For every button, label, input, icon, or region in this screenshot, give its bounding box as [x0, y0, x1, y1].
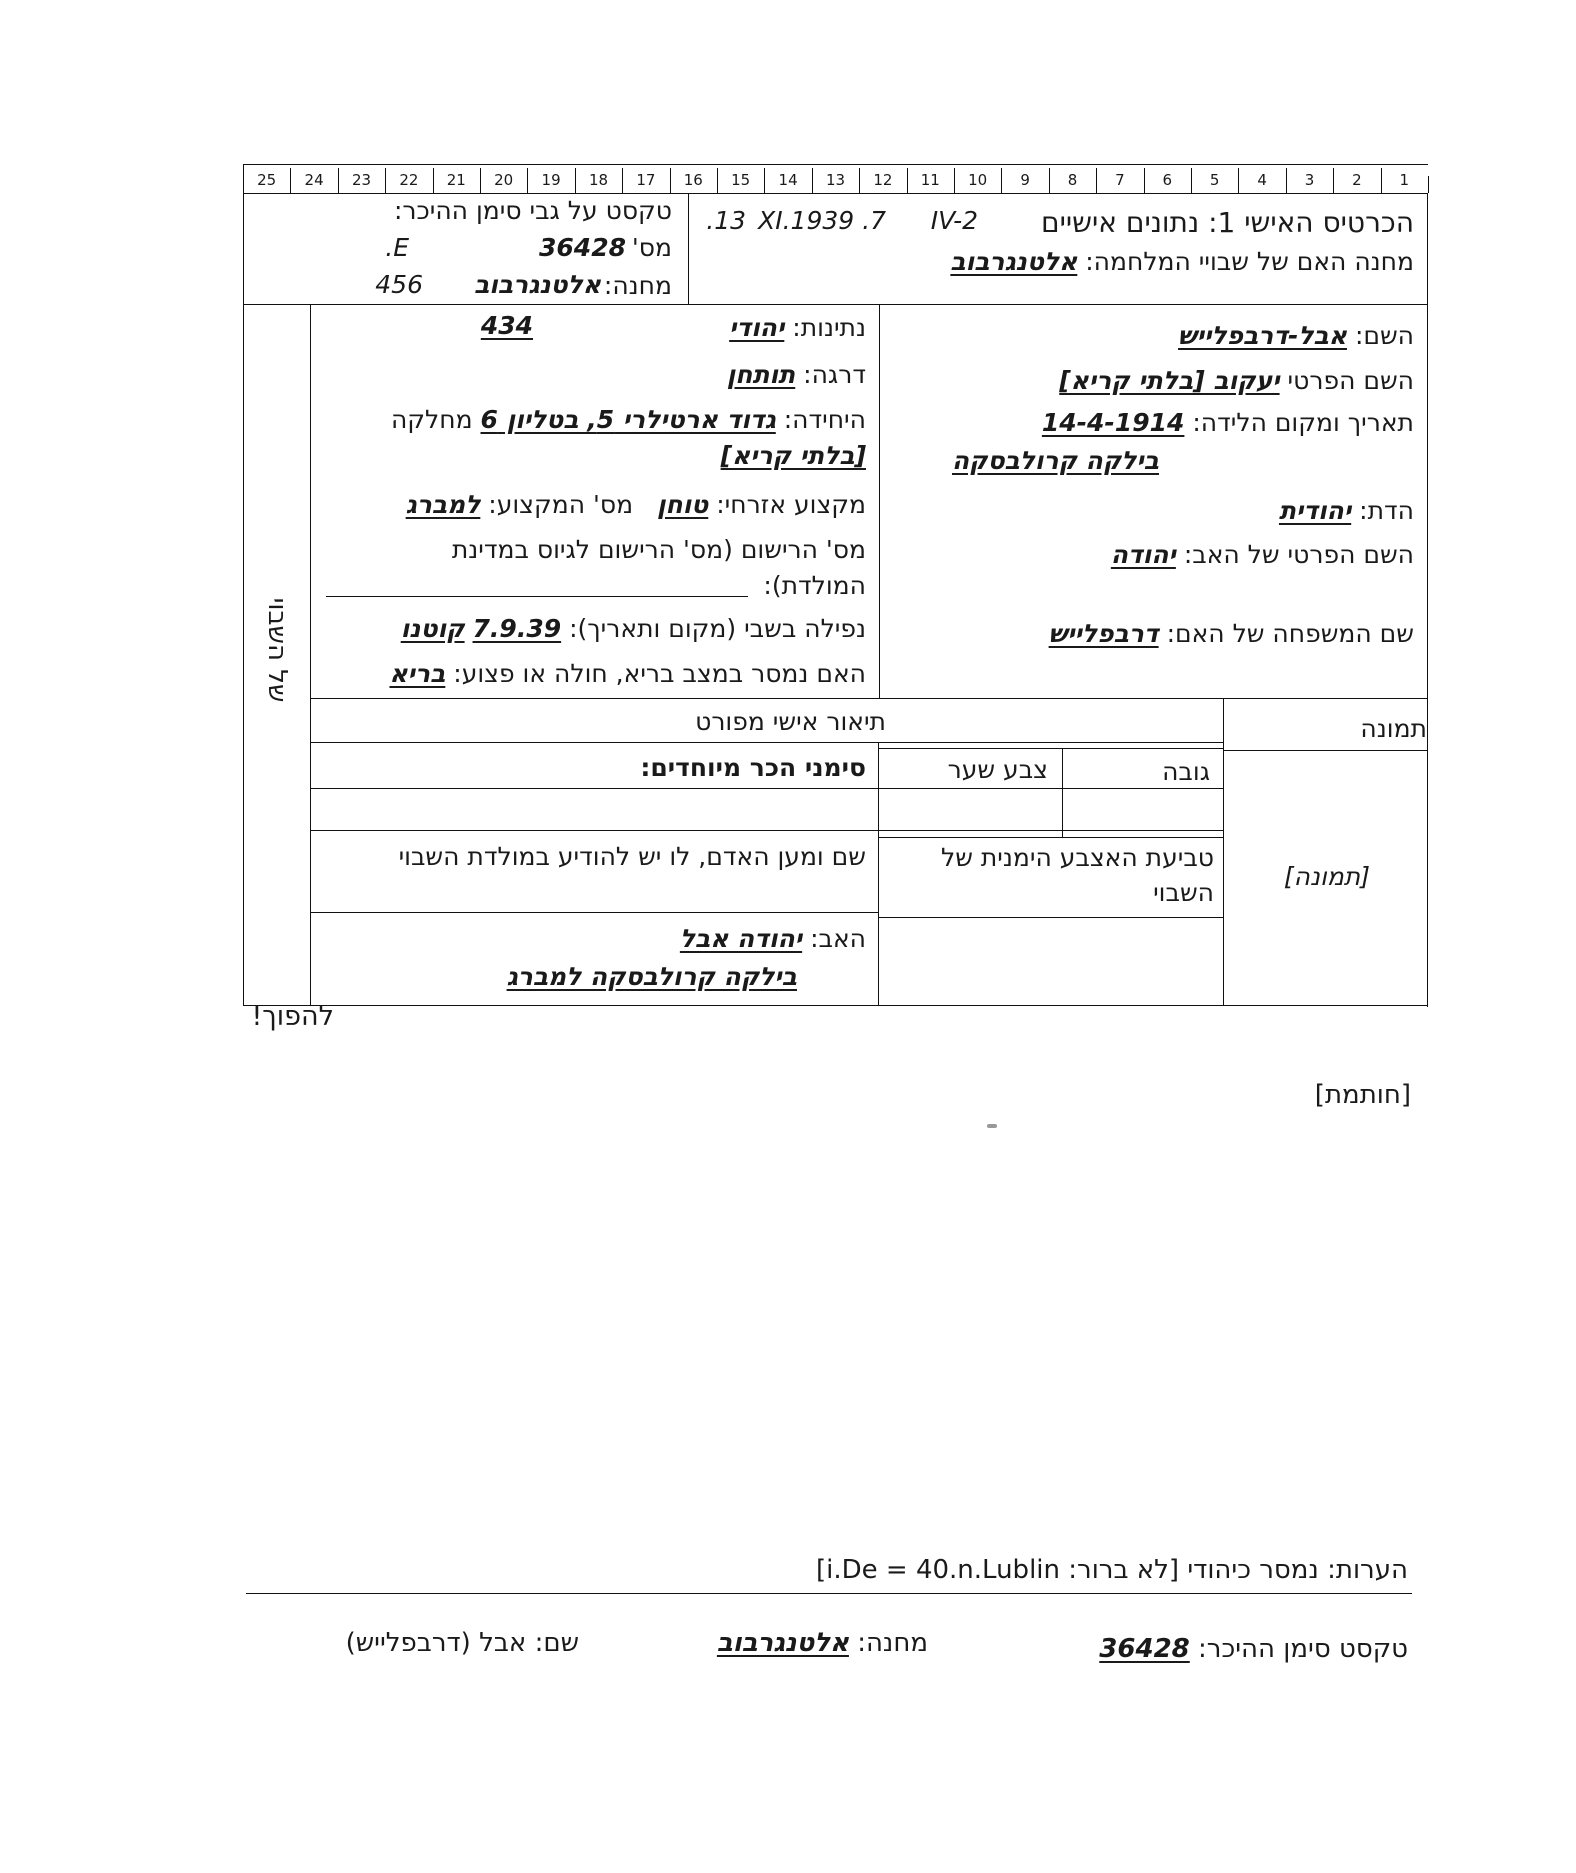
- fingerprint-label: טביעת האצבע הימנית של השבוי: [940, 843, 1214, 907]
- footer-tag-value: 36428: [1099, 1634, 1190, 1664]
- number-separator: [1333, 168, 1334, 193]
- number-separator: [907, 168, 908, 193]
- number-cell: 4: [1257, 171, 1267, 189]
- surname-field: [1178, 321, 1414, 351]
- number-separator: [670, 168, 671, 193]
- capture-field: [401, 614, 866, 644]
- religion-value: יהודית: [1278, 496, 1352, 525]
- notes-label: הערות:: [1327, 1555, 1408, 1585]
- number-separator: [812, 168, 813, 193]
- number-cell: 15: [731, 171, 751, 189]
- rank-field: [727, 360, 866, 390]
- nationality-value: יהודי: [729, 313, 785, 342]
- camp-value: אלטנגרבוב: [950, 247, 1078, 276]
- tag-camp-label: מחנה:: [603, 271, 672, 300]
- number-cell: 6: [1162, 171, 1173, 189]
- number-separator: [1191, 168, 1192, 193]
- number-separator: [575, 168, 576, 193]
- number-cell: 25: [257, 171, 277, 189]
- footer-tag-field: [1099, 1634, 1408, 1664]
- number-cell: 14: [778, 171, 798, 189]
- rank-value: תותחן: [726, 360, 796, 389]
- number-separator: [480, 168, 481, 193]
- registration-blank-line: [326, 596, 748, 597]
- capture-label: נפילה בשבי (מקום ותאריך):: [569, 614, 866, 643]
- number-separator: [290, 168, 291, 193]
- profession-label: מקצוע אזרחי:: [716, 490, 866, 519]
- tag-camp-number: 456: [375, 270, 423, 299]
- mother-value: דרבפלייש: [1048, 619, 1159, 648]
- unit-suffix: מחלקה: [390, 405, 473, 434]
- card-title: הכרטיס האישי 1: נתונים אישיים: [1041, 206, 1414, 239]
- tag-number-value: 36428: [539, 233, 626, 262]
- scan-speck: [987, 1124, 997, 1128]
- number-separator: [1381, 168, 1382, 193]
- footer-tag-label: טקסט סימן ההיכר:: [1198, 1634, 1408, 1664]
- health-label: האם נמסר במצב בריא, חולה או פצוע:: [453, 659, 866, 688]
- number-separator: [1049, 168, 1050, 193]
- number-cell: 8: [1067, 171, 1078, 189]
- number-cell: 18: [588, 171, 609, 189]
- father-field: [1111, 540, 1414, 570]
- height-label: גובה: [1162, 757, 1210, 786]
- number-cell: 12: [873, 171, 893, 189]
- profession-value: טוחן: [656, 490, 709, 519]
- unit-value: גדוד ארטילרי 5, בטליון 6: [480, 405, 776, 434]
- mother-label: שם המשפחה של האם:: [1166, 619, 1414, 648]
- special-marks-label: סימני הכר מיוחדים:: [640, 753, 866, 782]
- number-cell: 9: [1020, 171, 1030, 189]
- number-separator: [859, 168, 860, 193]
- number-cell: 10: [968, 171, 988, 189]
- religion-field: [1279, 496, 1414, 526]
- footer-camp-value: אלטנגרבוב: [716, 1628, 849, 1658]
- stamp-placeholder: [חותמת]: [1314, 1080, 1411, 1110]
- nationality-field: [729, 313, 866, 343]
- side-label-cell: [244, 560, 310, 740]
- number-cell: 19: [541, 171, 561, 189]
- contact-label: שם ומען האדם, לו יש להודיע במולדת השבוי: [398, 842, 866, 871]
- number-cell: 24: [304, 171, 324, 189]
- camp-row: [950, 247, 1414, 277]
- number-cell: 2: [1352, 171, 1362, 189]
- number-cell: 1: [1399, 171, 1410, 189]
- number-separator: [1001, 168, 1002, 193]
- notes-row: [816, 1555, 1408, 1585]
- tag-camp-value: אלטנגרבוב: [474, 270, 601, 299]
- number-cell: 23: [351, 171, 372, 189]
- health-value: בריא: [389, 659, 446, 688]
- mother-field: [1049, 619, 1414, 649]
- hair-color-label: צבע שער: [947, 755, 1048, 784]
- notes-text: נמסר כיהודי [לא ברור: i.De = 40.n.Lublin]: [815, 1555, 1319, 1585]
- camp-label: מחנה האם של שבויי המלחמה:: [1085, 247, 1414, 276]
- number-separator: [1144, 168, 1145, 193]
- tag-letter: E.: [385, 233, 409, 262]
- rank-label: דרגה:: [803, 360, 866, 389]
- number-separator: [954, 168, 955, 193]
- birth-field: [1042, 408, 1414, 438]
- tag-number-label: מס': [631, 233, 672, 262]
- number-cell: 21: [446, 171, 466, 189]
- profession-number-value: למברג: [405, 490, 481, 519]
- birth-label: תאריך ומקום הלידה:: [1192, 408, 1414, 437]
- father-value: יהודה: [1110, 540, 1176, 569]
- number-cell: 20: [494, 171, 514, 189]
- unit-field: [391, 405, 866, 435]
- first-name-field: [1059, 366, 1414, 396]
- number-separator: [622, 168, 623, 193]
- footer-camp-field: [717, 1628, 928, 1658]
- first-name-label: השם הפרטי: [1287, 366, 1414, 395]
- capture-date: 7.9.39: [472, 614, 562, 643]
- footer-camp-label: מחנה:: [857, 1628, 928, 1658]
- number-separator: [527, 168, 528, 193]
- number-cell: 5: [1209, 171, 1220, 189]
- nationality-label: נתינות:: [792, 313, 866, 342]
- birth-place-value: בילקה קרולבסקה: [951, 446, 1159, 475]
- handwritten-code: IV-2: [930, 206, 978, 235]
- registration-line-1: מס' הרישום (מס' הרישום לגיוס במדינת: [451, 535, 866, 564]
- capture-place: קוטנו: [400, 614, 465, 643]
- first-name-value: יעקוב [בלתי קריא]: [1059, 366, 1280, 395]
- number-cell: 17: [636, 171, 656, 189]
- number-cell: 3: [1304, 171, 1315, 189]
- description-title: תיאור אישי מפורט: [695, 707, 886, 736]
- profession-field: [406, 490, 866, 520]
- birth-date-value: 14-4-1914: [1041, 408, 1185, 437]
- number-separator: [1286, 168, 1287, 193]
- number-cell: 13: [825, 171, 846, 189]
- photo-label: תמונה: [1360, 714, 1427, 743]
- number-separator: [764, 168, 765, 193]
- number-separator: [385, 168, 386, 193]
- contact-address: בילקה קרולבסקה למברג: [506, 962, 797, 991]
- number-separator: [433, 168, 434, 193]
- side-label: של השבוי: [262, 597, 292, 703]
- health-field: [389, 659, 866, 689]
- father-label: השם הפרטי של האב:: [1183, 540, 1414, 569]
- handwritten-date: 7. XI.1939: [758, 206, 886, 235]
- unit-value-continued: [בלתי קריא]: [720, 441, 866, 470]
- contact-father-value: יהודה אבל: [679, 924, 803, 953]
- number-separator: [717, 168, 718, 193]
- contact-father-field: [680, 924, 866, 954]
- footer-name-label: שם:: [534, 1628, 579, 1658]
- unit-label: היחידה:: [783, 405, 866, 434]
- profession-number-label: מס' המקצוע:: [488, 490, 634, 519]
- handwritten-number: 13.: [706, 206, 746, 235]
- photo-placeholder: [תמונה]: [1283, 862, 1370, 891]
- religion-label: הדת:: [1359, 496, 1414, 525]
- registration-line-2: המולדת):: [763, 571, 866, 600]
- number-cell: 11: [920, 171, 940, 189]
- tag-title: טקסט על גבי סימן ההיכר:: [394, 196, 672, 225]
- number-434: 434: [480, 311, 533, 340]
- number-cell: 16: [683, 171, 703, 189]
- number-separator: [338, 168, 339, 193]
- surname-value: אבל-דרבפלייש: [1178, 321, 1347, 350]
- number-separator: [1238, 168, 1239, 193]
- contact-father-label: האב:: [810, 924, 866, 953]
- footer-name-field: [346, 1628, 579, 1658]
- notes-divider: [246, 1593, 1412, 1594]
- footer-name-value: אבל (דרבפלייש): [345, 1628, 527, 1658]
- number-cell: 7: [1115, 171, 1125, 189]
- surname-label: השם:: [1354, 321, 1414, 350]
- number-separator: [1096, 168, 1097, 193]
- turn-over-note: להפוך!: [251, 1001, 334, 1032]
- number-cell: 22: [399, 171, 419, 189]
